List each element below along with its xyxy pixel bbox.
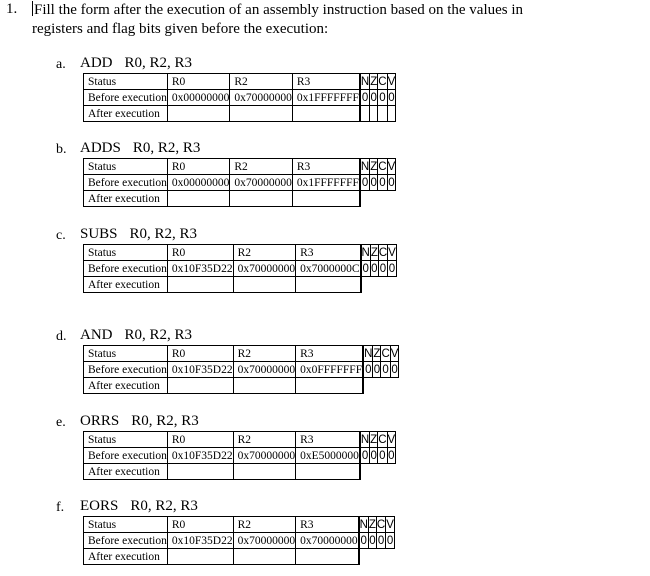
flag-z-after-cell[interactable]: [368, 549, 376, 565]
instruction: [80, 498, 198, 515]
flag-c-after-cell[interactable]: [378, 277, 387, 293]
instruction-operands: R0, R2, R3: [130, 498, 198, 514]
flag-v-header: V: [386, 518, 394, 531]
flag-n-header: N: [364, 347, 373, 360]
after-row: [84, 106, 396, 122]
r0-header: R0: [167, 245, 233, 261]
r2-after-cell[interactable]: [233, 464, 296, 480]
flag-v-after-cell[interactable]: [386, 549, 395, 565]
header-row: [84, 159, 396, 175]
instruction-op: EORS: [80, 498, 119, 514]
r3-header: R3: [292, 74, 359, 90]
header-row: [84, 245, 397, 261]
flag-c-after-cell[interactable]: [378, 106, 387, 122]
flag-c-header: C: [376, 518, 386, 531]
flag-z-after-cell[interactable]: [370, 106, 378, 122]
question-text: [32, 1, 572, 39]
r2-before: 0x70000000: [230, 90, 293, 106]
flag-n-header: N: [360, 433, 370, 446]
flag-n-before: 0: [365, 363, 372, 376]
before-label: Before execution: [84, 362, 168, 378]
r3-after-cell[interactable]: [296, 378, 363, 394]
r2-before: 0x70000000: [233, 362, 296, 378]
after-label: After execution: [84, 106, 168, 122]
flag-v-after-cell[interactable]: [387, 106, 396, 122]
before-row: [84, 175, 396, 191]
r0-after-cell[interactable]: [167, 106, 230, 122]
instruction-op: ORRS: [80, 413, 120, 429]
before-row: [84, 90, 396, 106]
flag-v-header: V: [388, 246, 396, 259]
instruction-operands: R0, R2, R3: [131, 413, 199, 429]
section-label: b.: [56, 142, 67, 157]
r2-after-cell[interactable]: [230, 191, 293, 207]
flag-c-before: 0: [379, 91, 386, 104]
r0-before: 0x10F35D22: [167, 362, 233, 378]
header-row: [84, 432, 396, 448]
instruction-operands: R0, R2, R3: [132, 140, 201, 156]
header-row: [84, 346, 399, 362]
after-row: [84, 277, 397, 293]
flag-z-header: Z: [370, 433, 378, 446]
flag-v-before: 0: [388, 262, 396, 275]
flag-v-after-cell[interactable]: [387, 191, 396, 207]
r0-before: 0x10F35D22: [167, 261, 233, 277]
flag-z-header: Z: [368, 518, 376, 531]
flag-z-header: Z: [370, 160, 378, 173]
flag-c-before: 0: [377, 534, 385, 547]
flag-v-before: 0: [391, 363, 398, 376]
r2-header: R2: [233, 346, 296, 362]
question-text-content: Fill the form after the execution of an assembly instruction based on the values in registers and flag bits given before the execution:: [32, 2, 524, 37]
before-label: Before execution: [84, 90, 168, 106]
r3-after-cell[interactable]: [292, 106, 359, 122]
r3-header: R3: [296, 346, 363, 362]
instruction-op: ADDS: [80, 140, 121, 156]
instruction: [80, 55, 192, 72]
status-header: Status: [84, 159, 168, 175]
flag-n-before: 0: [360, 534, 367, 547]
before-label: Before execution: [84, 533, 168, 549]
register-form-table: [83, 516, 395, 565]
r3-before: 0x7000000C: [296, 261, 360, 277]
r3-after-cell[interactable]: [292, 191, 359, 207]
before-label: Before execution: [84, 448, 168, 464]
r2-header: R2: [233, 432, 296, 448]
r2-before: 0x70000000: [233, 448, 296, 464]
flag-n-header: N: [361, 246, 370, 259]
flag-n-before: 0: [361, 176, 369, 189]
flag-c-header: C: [381, 347, 390, 360]
flag-z-after-cell[interactable]: [370, 277, 378, 293]
flag-c-before: 0: [382, 363, 389, 376]
flag-c-before: 0: [379, 262, 387, 275]
flag-z-before: 0: [373, 363, 381, 376]
flag-n-after-cell[interactable]: [360, 106, 369, 122]
instruction: [80, 327, 192, 344]
flag-c-header: C: [378, 160, 387, 173]
r0-before: 0x00000000: [167, 175, 230, 191]
r0-before: 0x00000000: [167, 90, 230, 106]
section-label: c.: [56, 228, 66, 243]
flag-z-before: 0: [371, 262, 378, 275]
after-row: [84, 464, 396, 480]
after-label: After execution: [84, 464, 168, 480]
flag-c-header: C: [378, 433, 387, 446]
r2-after-cell[interactable]: [233, 549, 296, 565]
flag-c-after-cell[interactable]: [378, 464, 387, 480]
r3-before: 0x70000000: [296, 533, 359, 549]
flag-z-after-cell[interactable]: [370, 191, 378, 207]
instruction-operands: R0, R2, R3: [124, 55, 193, 71]
r2-after-cell[interactable]: [230, 106, 293, 122]
flag-c-header: C: [378, 75, 387, 88]
flag-v-before: 0: [388, 91, 395, 104]
status-header: Status: [84, 432, 168, 448]
status-header: Status: [84, 517, 168, 533]
r0-after-cell[interactable]: [167, 191, 230, 207]
header-row: [84, 74, 396, 90]
flag-z-before: 0: [370, 176, 377, 189]
before-label: Before execution: [84, 261, 168, 277]
flag-v-header: V: [387, 75, 396, 88]
instruction-operands: R0, R2, R3: [124, 327, 193, 343]
flag-z-before: 0: [369, 534, 376, 547]
r3-header: R3: [296, 245, 360, 261]
flag-n-header: N: [359, 518, 368, 531]
r3-before: 0x1FFFFFFF: [292, 175, 359, 191]
after-row: [84, 549, 395, 565]
instruction-operands: R0, R2, R3: [129, 226, 198, 242]
before-row: [84, 533, 395, 549]
flag-v-before: 0: [388, 176, 395, 189]
r0-header: R0: [167, 346, 233, 362]
flag-n-before: 0: [361, 91, 369, 104]
register-form-table: [83, 345, 399, 394]
section-label: d.: [56, 329, 67, 344]
register-form-table: [83, 244, 397, 293]
flag-z-header: Z: [370, 75, 378, 88]
flag-z-before: 0: [370, 449, 377, 462]
r3-header: R3: [296, 432, 360, 448]
r2-header: R2: [230, 159, 293, 175]
flag-n-after-cell[interactable]: [360, 464, 369, 480]
r2-after-cell[interactable]: [233, 277, 296, 293]
r3-header: R3: [292, 159, 359, 175]
after-row: [84, 378, 399, 394]
instruction-op: ADD: [80, 55, 113, 71]
flag-z-after-cell[interactable]: [370, 464, 378, 480]
r2-before: 0x70000000: [230, 175, 293, 191]
instruction-op: AND: [80, 327, 113, 343]
status-header: Status: [84, 346, 168, 362]
flag-c-before: 0: [379, 176, 386, 189]
flag-v-after-cell[interactable]: [388, 277, 397, 293]
flag-c-after-cell[interactable]: [378, 191, 387, 207]
r2-header: R2: [233, 245, 296, 261]
flag-n-after-cell[interactable]: [359, 549, 368, 565]
r0-after-cell[interactable]: [167, 378, 233, 394]
r3-before: 0xE5000000: [296, 448, 360, 464]
r3-after-cell[interactable]: [296, 549, 359, 565]
r2-header: R2: [233, 517, 296, 533]
section-label: f.: [56, 500, 65, 515]
r3-before: 0x0FFFFFFF: [296, 362, 363, 378]
section-label: a.: [56, 57, 66, 72]
r3-header: R3: [296, 517, 359, 533]
r2-before: 0x70000000: [233, 261, 296, 277]
flag-v-header: V: [387, 160, 396, 173]
status-header: Status: [84, 74, 168, 90]
flag-v-header: V: [387, 433, 396, 446]
flag-n-header: N: [360, 75, 370, 88]
flag-n-after-cell[interactable]: [360, 191, 369, 207]
question-number: 1.: [6, 1, 18, 17]
before-row: [84, 261, 397, 277]
flag-n-after-cell[interactable]: [364, 378, 373, 394]
r0-header: R0: [167, 74, 230, 90]
after-label: After execution: [84, 549, 168, 565]
flag-v-before: 0: [386, 534, 394, 547]
flag-z-header: Z: [373, 347, 381, 360]
status-header: Status: [84, 245, 168, 261]
instruction: [80, 140, 200, 157]
after-label: After execution: [84, 191, 168, 207]
r0-header: R0: [167, 159, 230, 175]
before-row: [84, 448, 396, 464]
after-label: After execution: [84, 277, 168, 293]
header-row: [84, 517, 395, 533]
register-form-table: [83, 73, 396, 122]
r3-before: 0x1FFFFFFF: [292, 90, 359, 106]
flag-v-header: V: [390, 347, 399, 360]
after-label: After execution: [84, 378, 168, 394]
instruction: [80, 226, 197, 243]
flag-v-after-cell[interactable]: [390, 378, 399, 394]
flag-n-before: 0: [361, 449, 369, 462]
before-label: Before execution: [84, 175, 168, 191]
r0-before: 0x10F35D22: [167, 448, 233, 464]
instruction: [80, 413, 199, 430]
flag-c-header: C: [378, 246, 388, 259]
flag-z-before: 0: [370, 91, 377, 104]
r3-after-cell[interactable]: [296, 277, 360, 293]
flag-z-header: Z: [370, 246, 378, 259]
flag-z-after-cell[interactable]: [373, 378, 381, 394]
r0-header: R0: [167, 517, 233, 533]
r0-header: R0: [167, 432, 233, 448]
section-label: e.: [56, 415, 66, 430]
after-row: [84, 191, 396, 207]
r0-after-cell[interactable]: [167, 549, 233, 565]
instruction-op: SUBS: [80, 226, 118, 242]
flag-v-after-cell[interactable]: [387, 464, 396, 480]
flag-n-before: 0: [362, 262, 369, 275]
r2-before: 0x70000000: [233, 533, 296, 549]
r2-after-cell[interactable]: [233, 378, 296, 394]
register-form-table: [83, 158, 396, 207]
flag-c-after-cell[interactable]: [381, 378, 390, 394]
flag-c-after-cell[interactable]: [376, 549, 385, 565]
r3-after-cell[interactable]: [296, 464, 360, 480]
r0-before: 0x10F35D22: [167, 533, 233, 549]
register-form-table: [83, 431, 396, 480]
text-cursor: [32, 1, 33, 16]
flag-c-before: 0: [379, 449, 386, 462]
flag-n-header: N: [360, 160, 370, 173]
before-row: [84, 362, 399, 378]
r0-after-cell[interactable]: [167, 464, 233, 480]
r0-after-cell[interactable]: [167, 277, 233, 293]
r2-header: R2: [230, 74, 293, 90]
flag-n-after-cell[interactable]: [361, 277, 370, 293]
flag-v-before: 0: [388, 449, 395, 462]
